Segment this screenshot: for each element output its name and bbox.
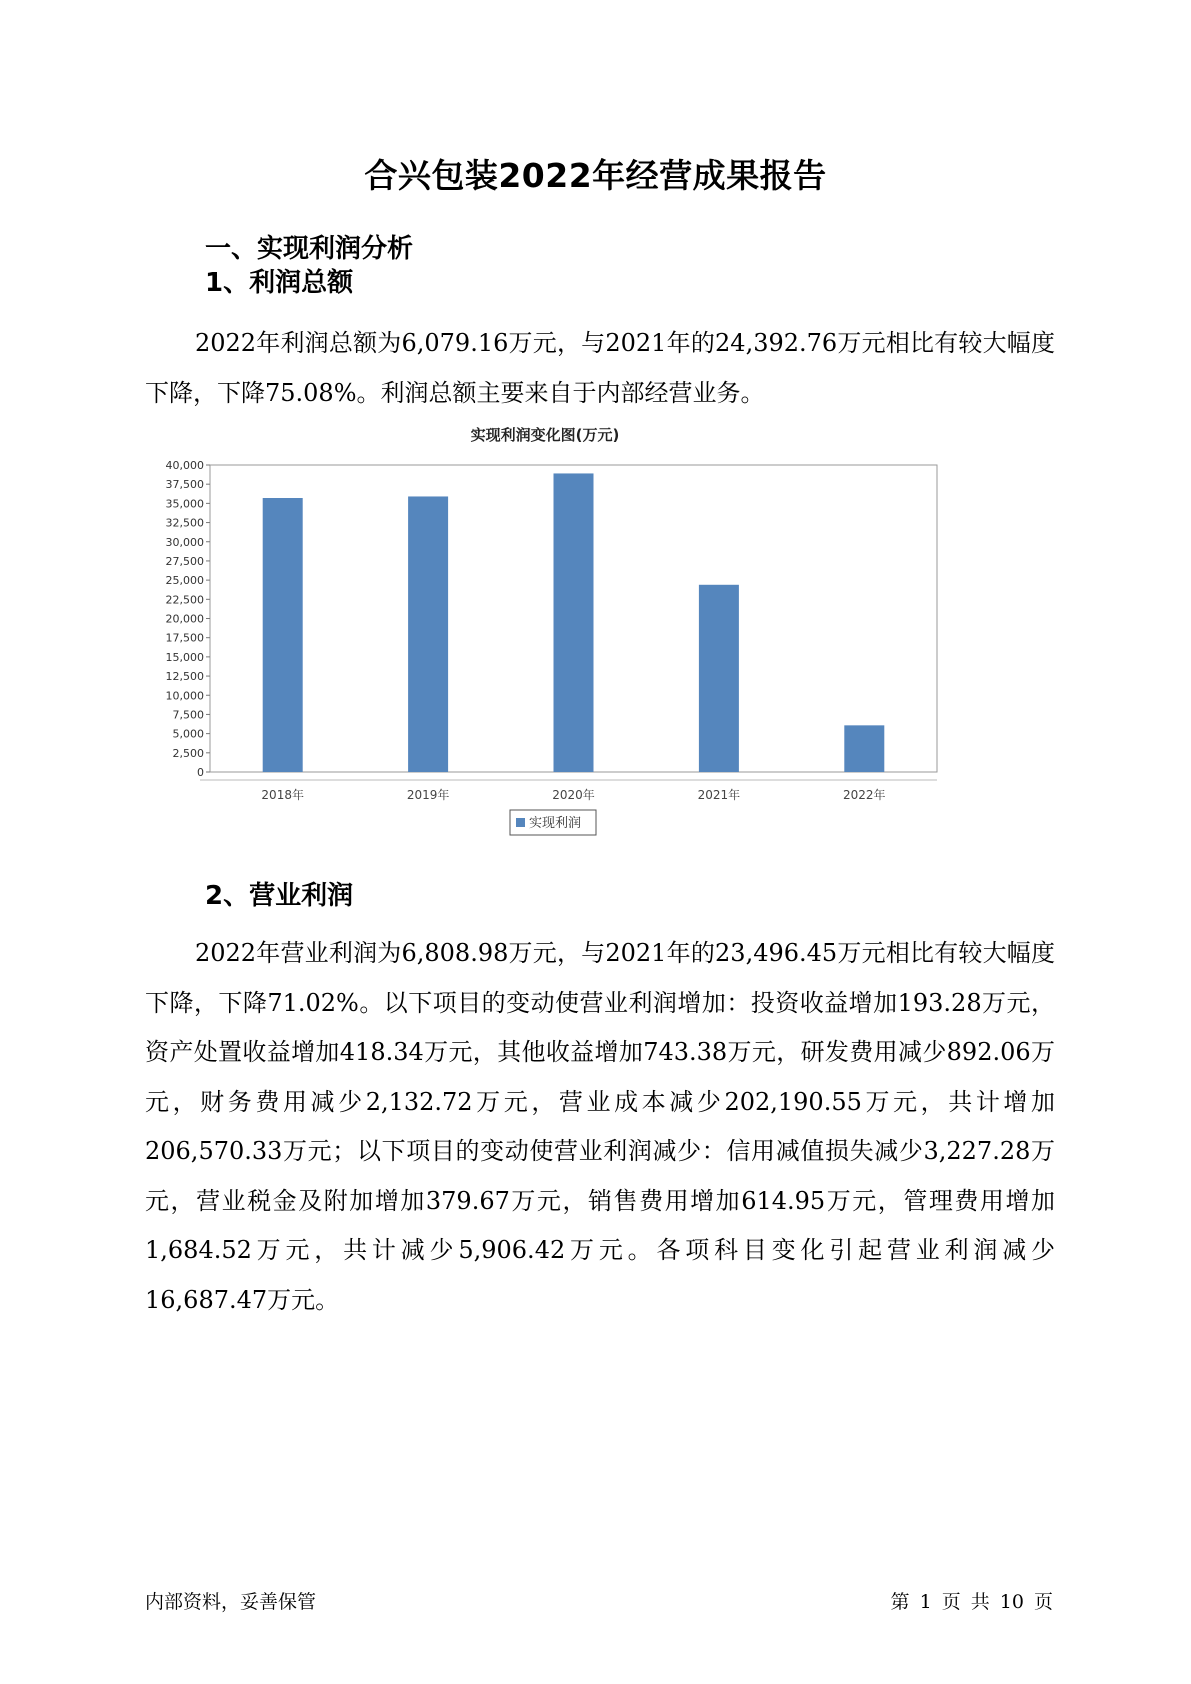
y-tick-label: 5,000 (172, 727, 204, 741)
y-tick-label: 22,500 (165, 593, 204, 607)
y-tick-label: 15,000 (165, 650, 204, 664)
document-title: 合兴包装2022年经营成果报告 (364, 156, 827, 195)
x-tick-label: 2020年 (552, 788, 595, 802)
bar-1 (263, 498, 303, 772)
x-tick-label: 2021年 (697, 788, 741, 802)
y-tick-label: 37,500 (165, 478, 204, 492)
y-tick-label: 40,000 (165, 459, 204, 472)
footer-page-number: 第 1 页 共 10 页 (890, 1591, 1053, 1613)
section-heading-profit-analysis: 一、实现利润分析 (205, 234, 414, 264)
y-tick-label: 7,500 (172, 708, 204, 722)
x-tick-label: 2019年 (406, 788, 450, 802)
x-tick-label: 2022年 (843, 788, 886, 802)
legend-swatch (516, 818, 525, 827)
y-tick-label: 27,500 (165, 554, 204, 568)
footer-confidential-note: 内部资料，妥善保管 (145, 1591, 317, 1613)
profit-bar-chart (150, 426, 950, 845)
y-tick-label: 12,500 (165, 670, 204, 684)
bar-5 (844, 725, 884, 772)
y-tick-label: 0 (197, 766, 204, 779)
x-tick-label: 2018年 (261, 788, 304, 802)
chart-legend (510, 810, 596, 835)
subsection-heading-total-profit: 1、利润总额 (205, 268, 354, 298)
y-tick-label: 35,000 (165, 497, 204, 511)
bar-3 (554, 473, 594, 772)
y-tick-label: 25,000 (165, 574, 204, 588)
legend-label: 实现利润 (529, 816, 582, 831)
operating-profit-paragraph: 2022年营业利润为6,808.98万元，与2021年的23,496.45万元相比有较大幅度下降，下降71.02%。以下项目的变动使营业利润增加：投资收益增加193.28万元，资产处置收益增加418.34万元，其他收益增加743.38万元，研发费用减少892.06万元，财务费用减少2,132.72万元，营业成本减少202,190.55万元，共计增加206,570.33万元；以下项目的变动使营业利润减少：信用减值损失减少3,227.28万元，营业税金及附加增加379.67万元，销售费用增加614.95万元，管理费用增加1,684.52万元，共计减少5,906.42万元。各项科目变化引起营业利润减少16,687.47万元。 (145, 939, 1055, 1314)
y-tick-label: 20,000 (165, 612, 204, 626)
y-tick-label: 17,500 (165, 631, 204, 645)
chart-x-labels (261, 787, 885, 802)
bar-4 (699, 585, 739, 772)
bar-2 (408, 496, 448, 772)
chart-title: 实现利润变化图(万元) (470, 426, 620, 444)
total-profit-paragraph: 2022年利润总额为6,079.16万元，与2021年的24,392.76万元相比有较大幅度下降，下降75.08%。利润总额主要来自于内部经营业务。 (145, 329, 1055, 407)
y-tick-label: 10,000 (165, 689, 204, 703)
y-tick-label: 2,500 (172, 746, 204, 760)
y-tick-label: 30,000 (165, 535, 204, 549)
subsection-heading-operating-profit: 2、营业利润 (205, 881, 354, 911)
y-tick-label: 32,500 (165, 516, 204, 530)
